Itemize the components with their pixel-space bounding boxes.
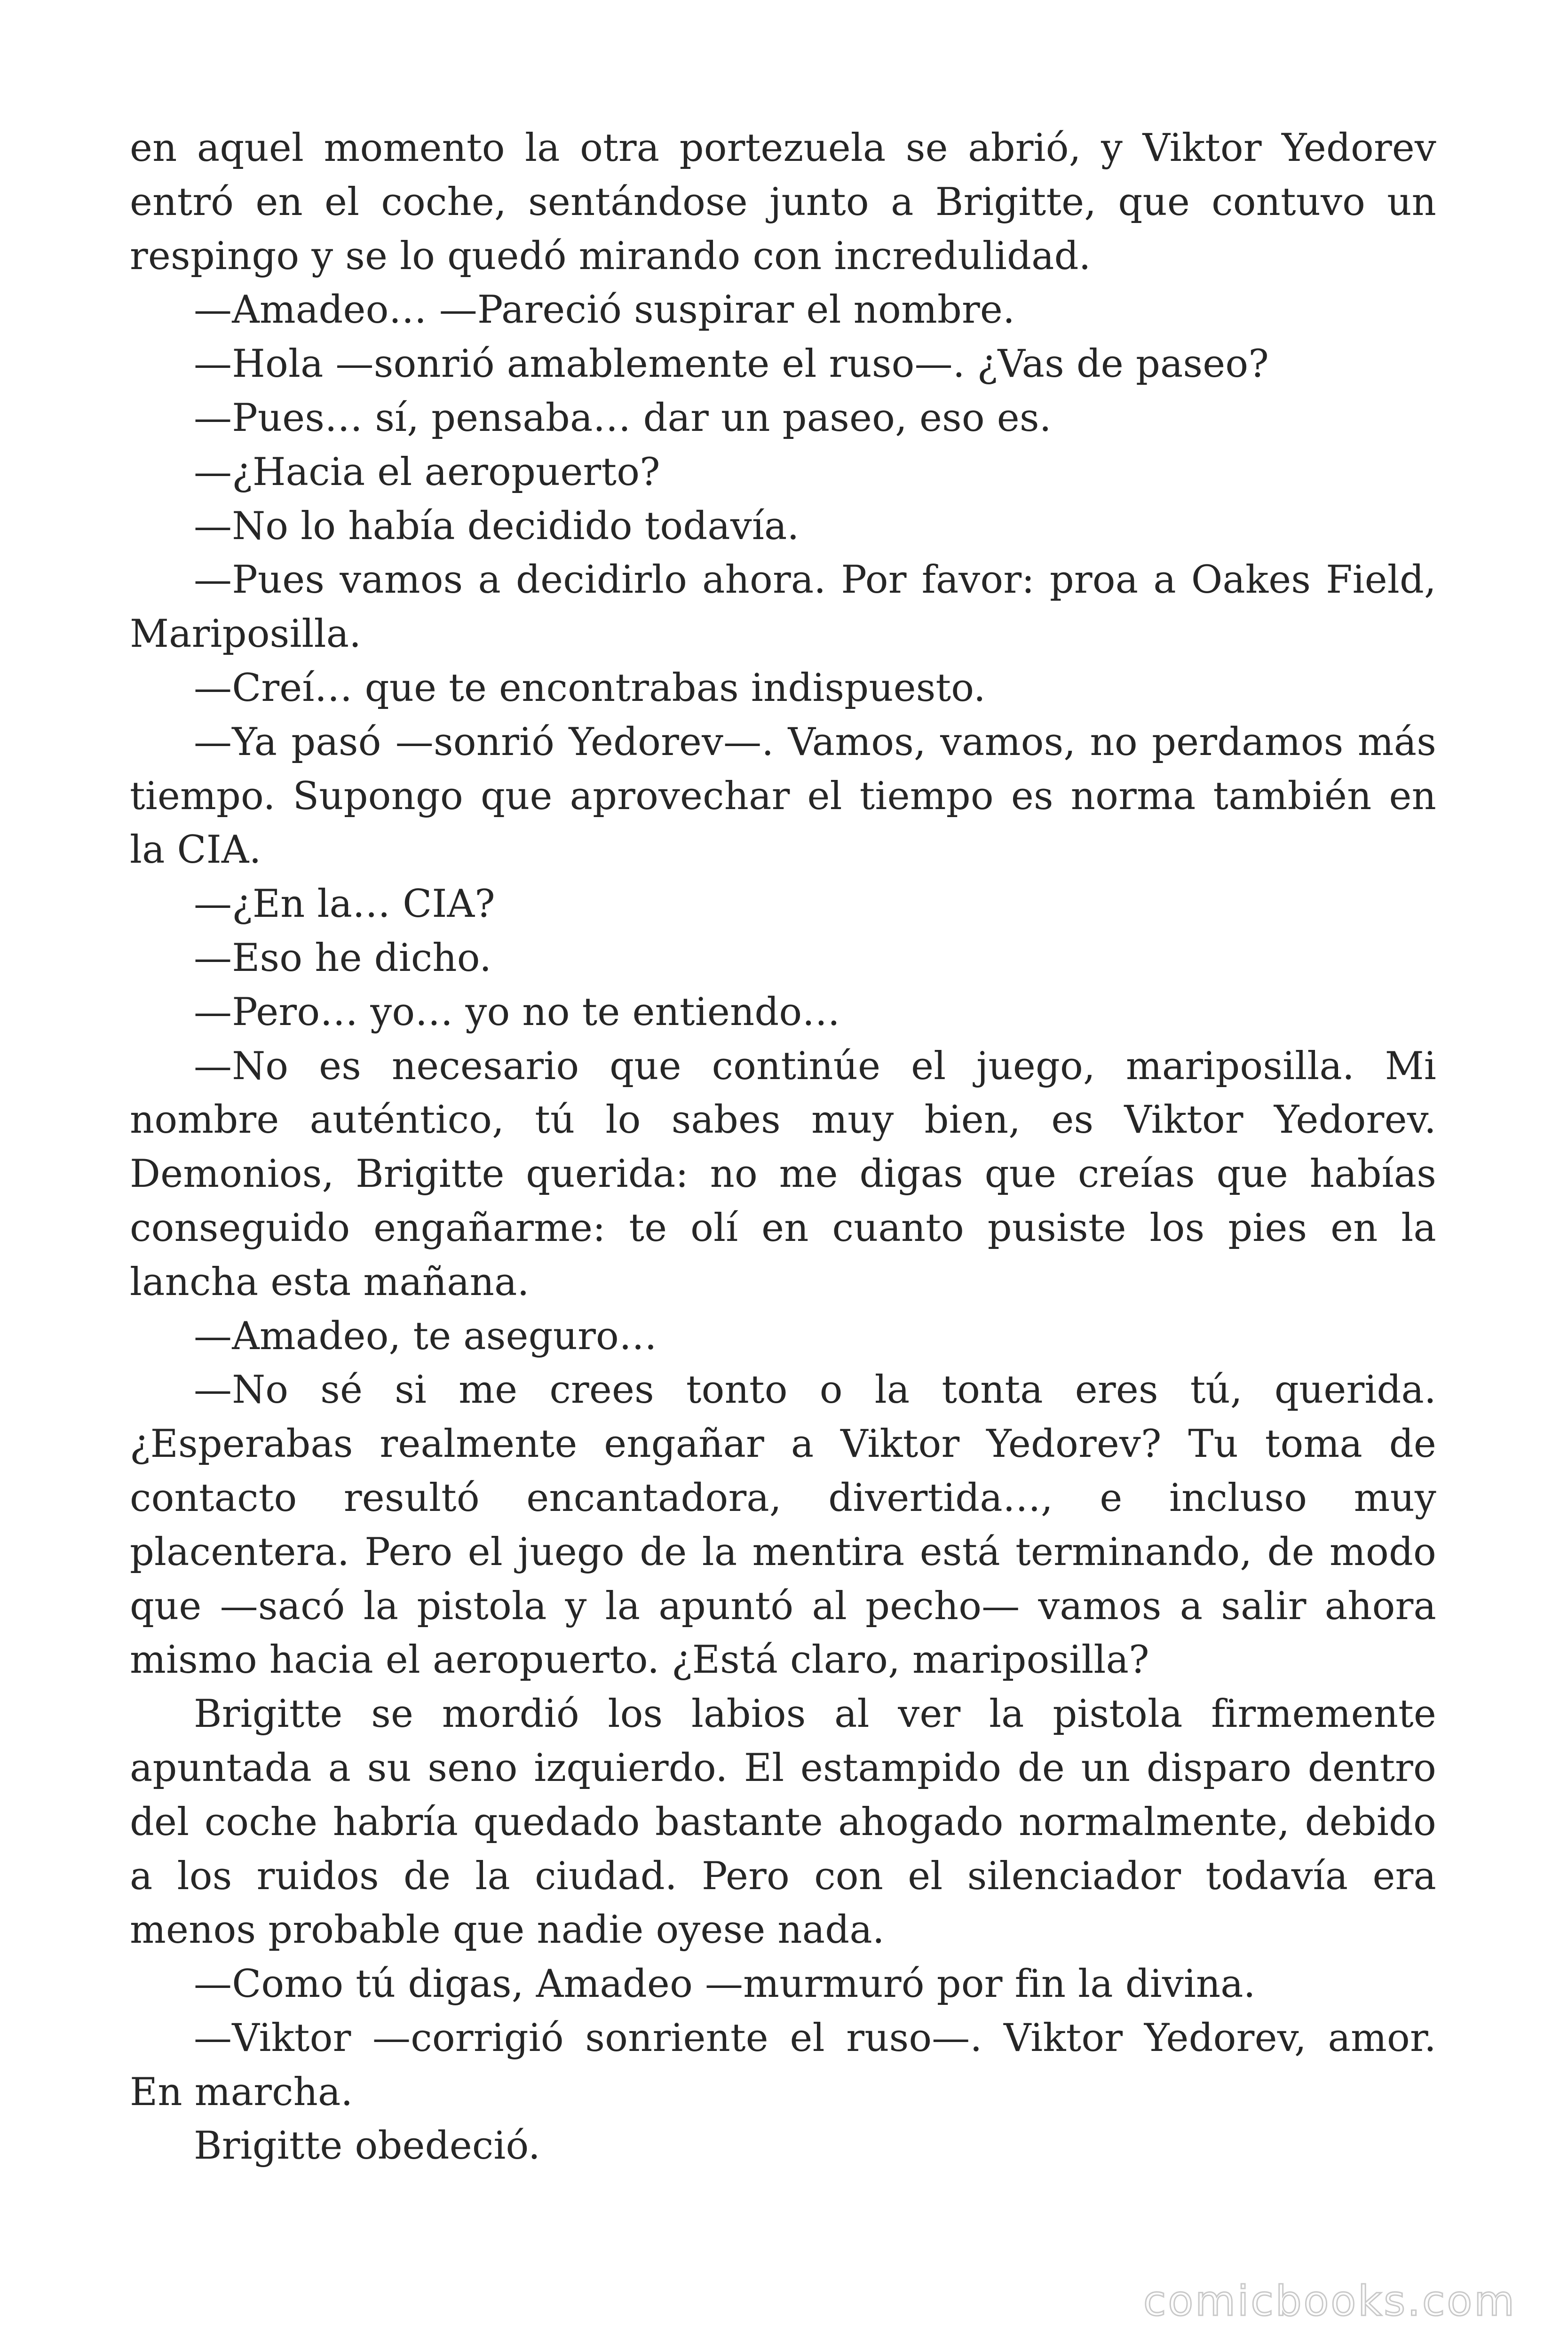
paragraph: Brigitte obedeció. bbox=[194, 2124, 540, 2169]
paragraph: —No lo había decidido todavía. bbox=[194, 504, 800, 548]
paragraph: —Eso he dicho. bbox=[194, 936, 492, 980]
body-text bbox=[130, 121, 1436, 2173]
paragraph: —Hola —sonrió amablemente el ruso—. ¿Vas de paseo? bbox=[194, 342, 1269, 387]
paragraph: —Amadeo, te aseguro… bbox=[194, 1314, 657, 1359]
paragraph: —Creí… que te encontrabas indispuesto. bbox=[194, 666, 986, 710]
paragraph: —Viktor —corrigió sonriente el ruso—. Viktor Yedorev, amor. En marcha. bbox=[130, 2016, 1436, 2114]
paragraph: —Como tú digas, Amadeo —murmuró por fin la divina. bbox=[194, 1962, 1256, 2007]
paragraph: en aquel momento la otra portezuela se abrió, y Viktor Yedorev entró en el coche, sentándose junto a Brigitte, que contuvo un respingo y se lo quedó mirando con incredulidad. bbox=[130, 126, 1436, 278]
paragraph: Brigitte se mordió los labios al ver la pistola firmemente apuntada a su seno izquierdo. El estampido de un disparo dentro del coche habría quedado bastante ahogado normalmente, debido a los ruidos de la ciudad. Pero con el silenciador todavía era menos probable que nadie oyese nada. bbox=[130, 1692, 1436, 1953]
paragraph: —Pues vamos a decidirlo ahora. Por favor: proa a Oakes Field, Mariposilla. bbox=[130, 558, 1436, 657]
paragraph: —No es necesario que continúe el juego, mariposilla. Mi nombre auténtico, tú lo sabes muy bien, es Viktor Yedorev. Demonios, Brigitte querida: no me digas que creías que habías conseguido engañarme: te olí en cuanto pusiste los pies en la lancha esta mañana. bbox=[130, 1044, 1436, 1304]
paragraph: —¿En la… CIA? bbox=[194, 882, 495, 927]
paragraph: —Pero… yo… yo no te entiendo… bbox=[194, 990, 840, 1034]
paragraph: —¿Hacia el aeropuerto? bbox=[194, 450, 660, 494]
paragraph: —No sé si me crees tonto o la tonta eres tú, querida. ¿Esperabas realmente engañar a Viktor Yedorev? Tu toma de contacto resultó encantadora, divertida…, e incluso muy placentera. Pero el juego de la mentira está terminando, de modo que —sacó la pistola y la apuntó al pecho— vamos a salir ahora mismo hacia el aeropuerto. ¿Está claro, mariposilla? bbox=[130, 1368, 1436, 1683]
paragraph: —Pues… sí, pensaba… dar un paseo, eso es. bbox=[194, 396, 1052, 440]
paragraph: —Amadeo… —Pareció suspirar el nombre. bbox=[194, 288, 1015, 333]
paragraph: —Ya pasó —sonrió Yedorev—. Vamos, vamos, no perdamos más tiempo. Supongo que aprovechar el tiempo es norma también en la CIA. bbox=[130, 720, 1436, 873]
watermark: comicbooks.com bbox=[1143, 2277, 1516, 2325]
